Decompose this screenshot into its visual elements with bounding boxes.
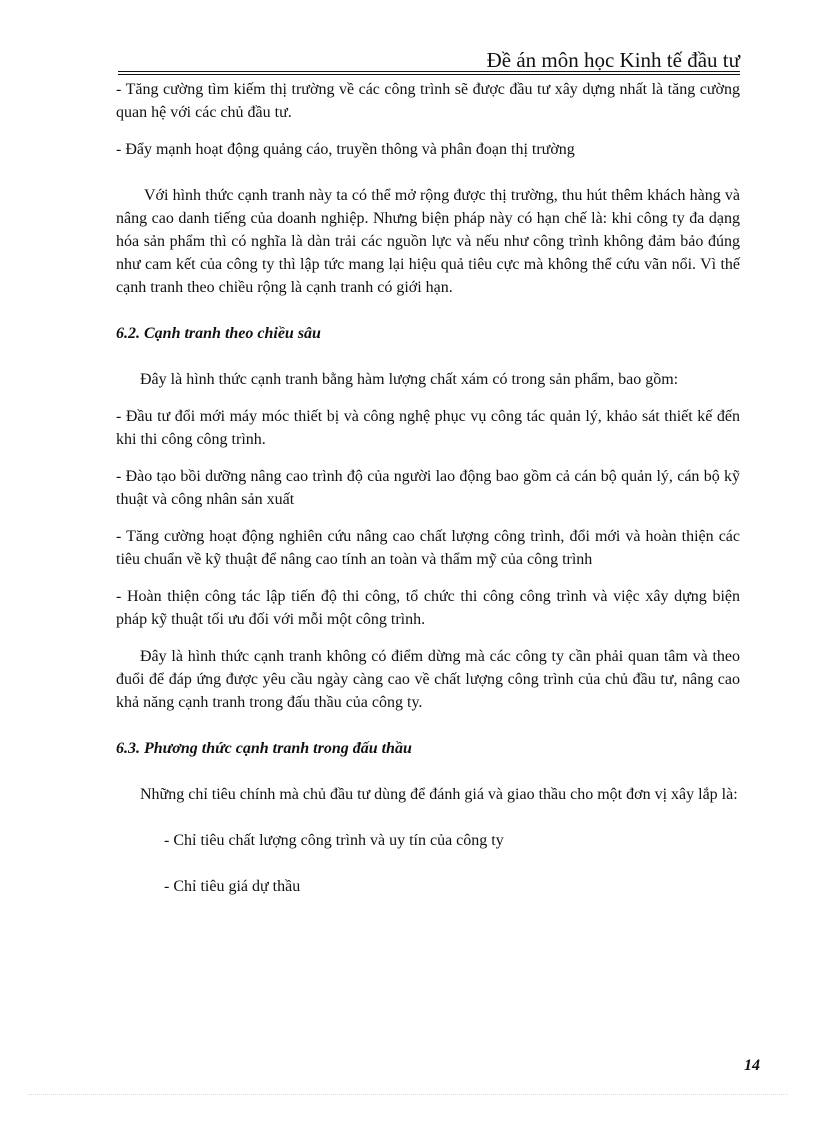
paragraph-depth-conclusion: Đây là hình thức cạnh tranh không có điểm dừng mà các công ty cần phải quan tâm và theo đuổi để đáp ứng được yêu cầu ngày càng cao về chất lượng công trình của chủ đầu tư, nâng cao khả năng cạnh tranh trong đấu thầu của công ty.: [116, 648, 740, 711]
bullet-scheduling: - Hoàn thiện công tác lập tiến độ thi công, tổ chức thi công công trình và việc xây dựng biện pháp kỹ thuật tối ưu đối với mỗi một công trình.: [116, 588, 740, 628]
bullet-training: - Đào tạo bồi dưỡng nâng cao trình độ của người lao động bao gồm cả cán bộ quản lý, cán bộ kỹ thuật và công nhân sản xuất: [116, 468, 740, 508]
paragraph-depth-intro: Đây là hình thức cạnh tranh bằng hàm lượng chất xám có trong sản phẩm, bao gồm:: [140, 371, 679, 388]
document-header-title: Đề án môn học Kinh tế đầu tư: [486, 48, 740, 72]
bullet-equipment-investment: - Đầu tư đổi mới máy móc thiết bị và công nghệ phục vụ công tác quản lý, khảo sát thiết kế đến khi thi công công trình.: [116, 408, 740, 448]
list-item-price-criteria: - Chỉ tiêu giá dự thầu: [164, 878, 301, 895]
bullet-advertising: - Đẩy mạnh hoạt động quảng cáo, truyền thông và phân đoạn thị trường: [116, 141, 575, 158]
footer-dotted-rule: [28, 1094, 788, 1095]
header-double-rule: [118, 71, 740, 75]
paragraph-bidding-criteria: Những chỉ tiêu chính mà chủ đầu tư dùng để đánh giá và giao thầu cho một đơn vị xây lắp là:: [140, 786, 738, 803]
list-item-quality-criteria: - Chỉ tiêu chất lượng công trình và uy tín của công ty: [164, 832, 504, 849]
page-number: 14: [744, 1057, 760, 1074]
document-body: [116, 78, 740, 898]
section-heading-6-3: 6.3. Phương thức cạnh tranh trong đấu thầu: [116, 740, 412, 757]
bullet-market-research: - Tăng cường tìm kiếm thị trường về các công trình sẽ được đầu tư xây dựng nhất là tăng cường quan hệ với các chủ đầu tư.: [116, 81, 740, 121]
paragraph-breadth-competition: Với hình thức cạnh tranh này ta có thể mở rộng được thị trường, thu hút thêm khách hàng và nâng cao danh tiếng của doanh nghiệp. Nhưng biện pháp này có hạn chế là: khi công ty đa dạng hóa sản phẩm thì có nghĩa là dàn trải các nguồn lực và nếu như công trình không đảm bảo đúng như cam kết của công ty thì lập tức mang lại hiệu quả tiêu cực mà không thể cứu vãn nổi. Vì thế cạnh tranh theo chiều rộng là cạnh tranh có giới hạn.: [116, 187, 740, 296]
bullet-research: - Tăng cường hoạt động nghiên cứu nâng cao chất lượng công trình, đổi mới và hoàn thiện các tiêu chuẩn về kỹ thuật để nâng cao tính an toàn và thẩm mỹ của công trình: [116, 528, 740, 568]
section-heading-6-2: 6.2. Cạnh tranh theo chiều sâu: [116, 325, 321, 342]
